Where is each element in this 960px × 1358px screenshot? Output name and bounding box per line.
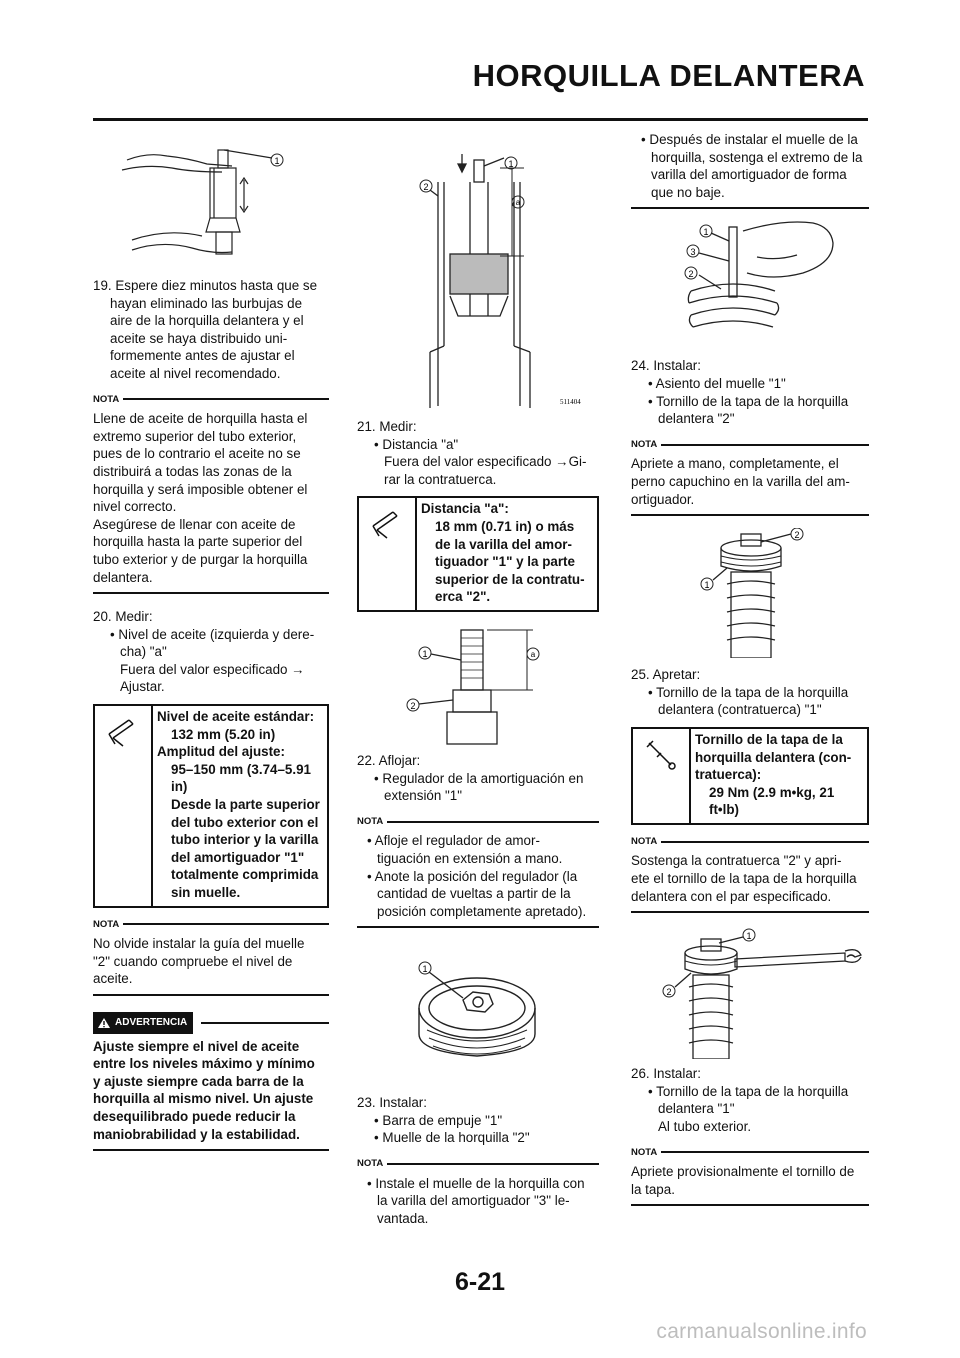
step-24-bullet: • Tornillo de la tapa de la horquilla	[648, 393, 849, 409]
column-2	[357, 418, 599, 1227]
step-26-bullet: • Tornillo de la tapa de la horquilla	[648, 1083, 849, 1099]
nota-heading	[631, 833, 869, 851]
figure-fork-cross-section	[400, 146, 590, 408]
step-22-bullet: • Regulador de la amortiguación en	[374, 770, 584, 786]
svg-text:2: 2	[410, 700, 416, 711]
nota-7	[631, 1163, 869, 1206]
step-19-line: aire de la horquilla delantera y el	[110, 313, 304, 329]
step-23-title: 23. Instalar:	[357, 1095, 427, 1111]
step-20-title: 20. Medir:	[93, 609, 153, 625]
step-19-line: aceite se haya distribuido uni-	[110, 330, 288, 346]
intro-line: • Después de instalar el muelle de la	[641, 132, 858, 147]
warning-line: entre los niveles máximo y mínimo	[93, 1056, 315, 1072]
torque-wrench-icon	[633, 729, 691, 823]
nota-line: aceite.	[93, 971, 133, 987]
svg-text:2: 2	[794, 530, 800, 541]
step-21-bullet: • Distancia "a"	[374, 436, 459, 452]
spec-line: del amortiguador "1"	[171, 849, 305, 865]
nota-line: No olvide instalar la guía del muelle	[93, 936, 305, 952]
figure-cap-wrench	[631, 925, 869, 1059]
svg-text:1: 1	[422, 964, 428, 975]
nota-line: ete el tornillo de la tapa de la horquilla	[631, 871, 857, 887]
nota-1	[93, 410, 329, 594]
step-26	[631, 1065, 869, 1135]
spec-box-oil-level	[93, 704, 329, 908]
nota-label: NOTA	[357, 815, 384, 827]
nota-line: la varilla del amortiguador "3" le-	[377, 1193, 570, 1209]
warning-line: Ajuste siempre el nivel de aceite	[93, 1038, 300, 1054]
svg-text:1: 1	[274, 156, 280, 166]
nota-label: NOTA	[93, 918, 120, 930]
intro-line: que no baje.	[651, 184, 725, 200]
nota-line: distribuirá a todas las zonas de la	[93, 463, 292, 479]
spec-line: tratuerca):	[695, 767, 762, 783]
nota-line: Apriete provisionalmente el tornillo de	[631, 1164, 855, 1180]
spec-line: del tubo exterior con el	[171, 814, 319, 830]
spec-line: superior de la contratu-	[435, 571, 585, 587]
warning-line: horquilla al mismo nivel. Un ajuste	[93, 1091, 314, 1107]
intro-line: varilla del amortiguador de forma	[651, 167, 847, 183]
svg-text:2: 2	[666, 987, 672, 998]
nota-3	[357, 832, 599, 928]
warning-heading	[93, 1012, 329, 1034]
step-20	[93, 608, 329, 696]
nota-label: NOTA	[631, 438, 658, 450]
step-19	[93, 277, 329, 383]
svg-text:a: a	[530, 649, 536, 659]
step-22-title: 22. Aflojar:	[357, 752, 421, 768]
spec-line: Amplitud del ajuste:	[157, 744, 285, 760]
svg-text:a: a	[515, 198, 521, 207]
warning-line: maniobrabilidad y la estabilidad.	[93, 1126, 300, 1142]
step-23-bullet: • Muelle de la horquilla "2"	[374, 1130, 530, 1146]
warning-line: desequilibrado puede reducir la	[93, 1108, 296, 1124]
step-26-title: 26. Instalar:	[631, 1066, 701, 1082]
step-25	[631, 666, 869, 719]
nota-line: horquilla hasta la parte superior del	[93, 534, 303, 550]
spec-line: tiguador "1" y la parte	[435, 554, 575, 570]
nota-line: cantidad de vueltas a partir de la	[377, 886, 571, 902]
warning-line: y ajuste siempre cada barra de la	[93, 1073, 304, 1089]
nota-line: horquilla y será imposible obtener el	[93, 481, 308, 497]
nota-line: nivel correcto.	[93, 499, 177, 515]
nota-line: • Anote la posición del regulador (la	[367, 868, 578, 884]
column-1	[93, 277, 329, 1151]
nota-line: delantera.	[93, 569, 153, 585]
warning-badge	[93, 1012, 193, 1034]
spec-line: totalmente comprimida	[171, 867, 319, 883]
step-20-bullet: • Nivel de aceite (izquierda y dere-	[110, 626, 315, 642]
figure-fork-rod-pump	[112, 140, 312, 268]
svg-text:2: 2	[423, 182, 429, 192]
spec-line: 18 mm (0.71 in) o más	[435, 518, 575, 534]
nota-label: NOTA	[631, 835, 658, 847]
svg-text:1: 1	[704, 580, 710, 591]
svg-text:1: 1	[703, 227, 709, 238]
measure-icon	[359, 498, 417, 610]
nota-label: NOTA	[357, 1158, 384, 1170]
step-26-out: Al tubo exterior.	[658, 1119, 752, 1135]
svg-text:2: 2	[688, 269, 694, 280]
step-24	[631, 357, 869, 427]
nota-heading	[631, 1144, 869, 1162]
step-20-out: Ajustar.	[120, 679, 165, 695]
spec-line: sin muelle.	[171, 885, 241, 900]
nota-label: NOTA	[93, 393, 120, 405]
nota-line: • Instale el muelle de la horquilla con	[367, 1175, 585, 1191]
warning-label: ADVERTENCIA	[115, 1016, 188, 1028]
spec-line: in)	[171, 779, 188, 795]
spec-box-distance	[357, 496, 599, 612]
spec-line: 29 Nm (2.9 m•kg, 21	[709, 784, 835, 800]
nota-heading	[357, 813, 599, 831]
nota-line: delantera con el par especificado.	[631, 888, 832, 904]
step-22-bullet: extensión "1"	[384, 788, 462, 804]
spec-line: de la varilla del amor-	[435, 536, 572, 552]
step-24-title: 24. Instalar:	[631, 358, 701, 374]
warning-text	[93, 1038, 329, 1152]
spec-line: horquilla delantera (con-	[695, 749, 852, 765]
nota-line: tubo exterior y de purgar la horquilla	[93, 551, 308, 567]
page-title: HORQUILLA DELANTERA	[472, 58, 865, 93]
step-24-bullet: delantera "2"	[658, 411, 735, 427]
nota-line: la tapa.	[631, 1181, 675, 1197]
step-19-line: hayan eliminado las burbujas de	[110, 295, 303, 311]
intro-note	[631, 131, 869, 209]
spec-line: Nivel de aceite estándar:	[157, 709, 315, 725]
nota-4	[357, 1175, 599, 1228]
spec-line: Desde la parte superior	[171, 797, 320, 813]
spec-line: 132 mm (5.20 in)	[171, 726, 276, 742]
nota-line: • Afloje el regulador de amor-	[367, 833, 540, 849]
step-25-bullet: delantera (contratuerca) "1"	[658, 702, 822, 718]
nota-2	[93, 935, 329, 996]
step-19-line: aceite al nivel recomendado.	[110, 365, 281, 381]
svg-text:1: 1	[422, 648, 428, 659]
step-21-title: 21. Medir:	[357, 419, 417, 434]
header-rule	[93, 118, 868, 121]
nota-line: pues de lo contrario el aceite no se	[93, 446, 301, 462]
spec-line: erca "2".	[435, 589, 491, 605]
step-26-bullet: delantera "1"	[658, 1101, 735, 1117]
svg-text:1: 1	[508, 159, 514, 169]
intro-line: horquilla, sostenga el extremo de la	[651, 149, 863, 165]
nota-line: vantada.	[377, 1210, 429, 1226]
nota-line: Apriete a mano, completamente, el	[631, 456, 839, 472]
step-19-line: formemente antes de ajustar el	[110, 348, 295, 364]
spec-line: tubo interior y la varilla	[171, 832, 319, 848]
nota-heading	[93, 391, 329, 409]
step-21-out: rar la contratuerca.	[384, 471, 497, 487]
nota-line: ortiguador.	[631, 491, 695, 507]
step-20-out: Fuera del valor especificado →	[120, 661, 305, 677]
nota-line: extremo superior del tubo exterior,	[93, 428, 297, 444]
nota-line: posición completamente apretado).	[377, 903, 587, 919]
nota-5	[631, 455, 869, 516]
watermark-text: carmanualsonline.info	[656, 1320, 867, 1343]
step-21	[357, 418, 599, 488]
step-23	[357, 1094, 599, 1147]
nota-6	[631, 852, 869, 913]
spec-line: Distancia "a":	[421, 501, 509, 517]
spec-line: Tornillo de la tapa de la	[695, 731, 843, 747]
figure-rebound-adjuster	[357, 942, 599, 1092]
nota-line: Llene de aceite de horquilla hasta el	[93, 411, 308, 427]
nota-line: tiguación en extensión a mano.	[377, 850, 563, 866]
figure-rod-locknut	[357, 620, 599, 746]
figure-spring-install	[631, 221, 869, 349]
nota-line: Asegúrese de llenar con aceite de	[93, 516, 296, 532]
svg-text:3: 3	[690, 247, 696, 258]
figure-fork-cap-spring	[631, 528, 869, 658]
nota-line: "2" cuando compruebe el nivel de	[93, 953, 293, 969]
warning-triangle-icon	[97, 1017, 111, 1029]
nota-heading	[93, 916, 329, 934]
svg-text:1: 1	[746, 931, 752, 942]
step-22	[357, 752, 599, 805]
step-24-bullet: • Asiento del muelle "1"	[648, 375, 786, 391]
nota-line: Sostenga la contratuerca "2" y apri-	[631, 853, 842, 869]
spec-line: ft•lb)	[709, 802, 739, 818]
nota-line: perno capuchino en la varilla del am-	[631, 473, 850, 489]
page-number: 6-21	[454, 1268, 506, 1296]
step-20-bullet: cha) "a"	[120, 644, 167, 660]
spec-box-torque	[631, 727, 869, 825]
nota-label: NOTA	[631, 1146, 658, 1158]
step-25-title: 25. Apretar:	[631, 667, 701, 683]
nota-heading	[631, 436, 869, 454]
column-3	[631, 131, 869, 1206]
measure-icon	[95, 706, 153, 906]
step-21-out: Fuera del valor especificado →Gi-	[384, 454, 587, 470]
step-19-line: 19. Espere diez minutos hasta que se	[93, 278, 318, 293]
step-23-bullet: • Barra de empuje "1"	[374, 1112, 503, 1128]
spec-line: 95–150 mm (3.74–5.91	[171, 761, 311, 777]
step-25-bullet: • Tornillo de la tapa de la horquilla	[648, 684, 849, 700]
figure-code: 511404	[560, 398, 581, 406]
nota-heading	[357, 1155, 599, 1173]
